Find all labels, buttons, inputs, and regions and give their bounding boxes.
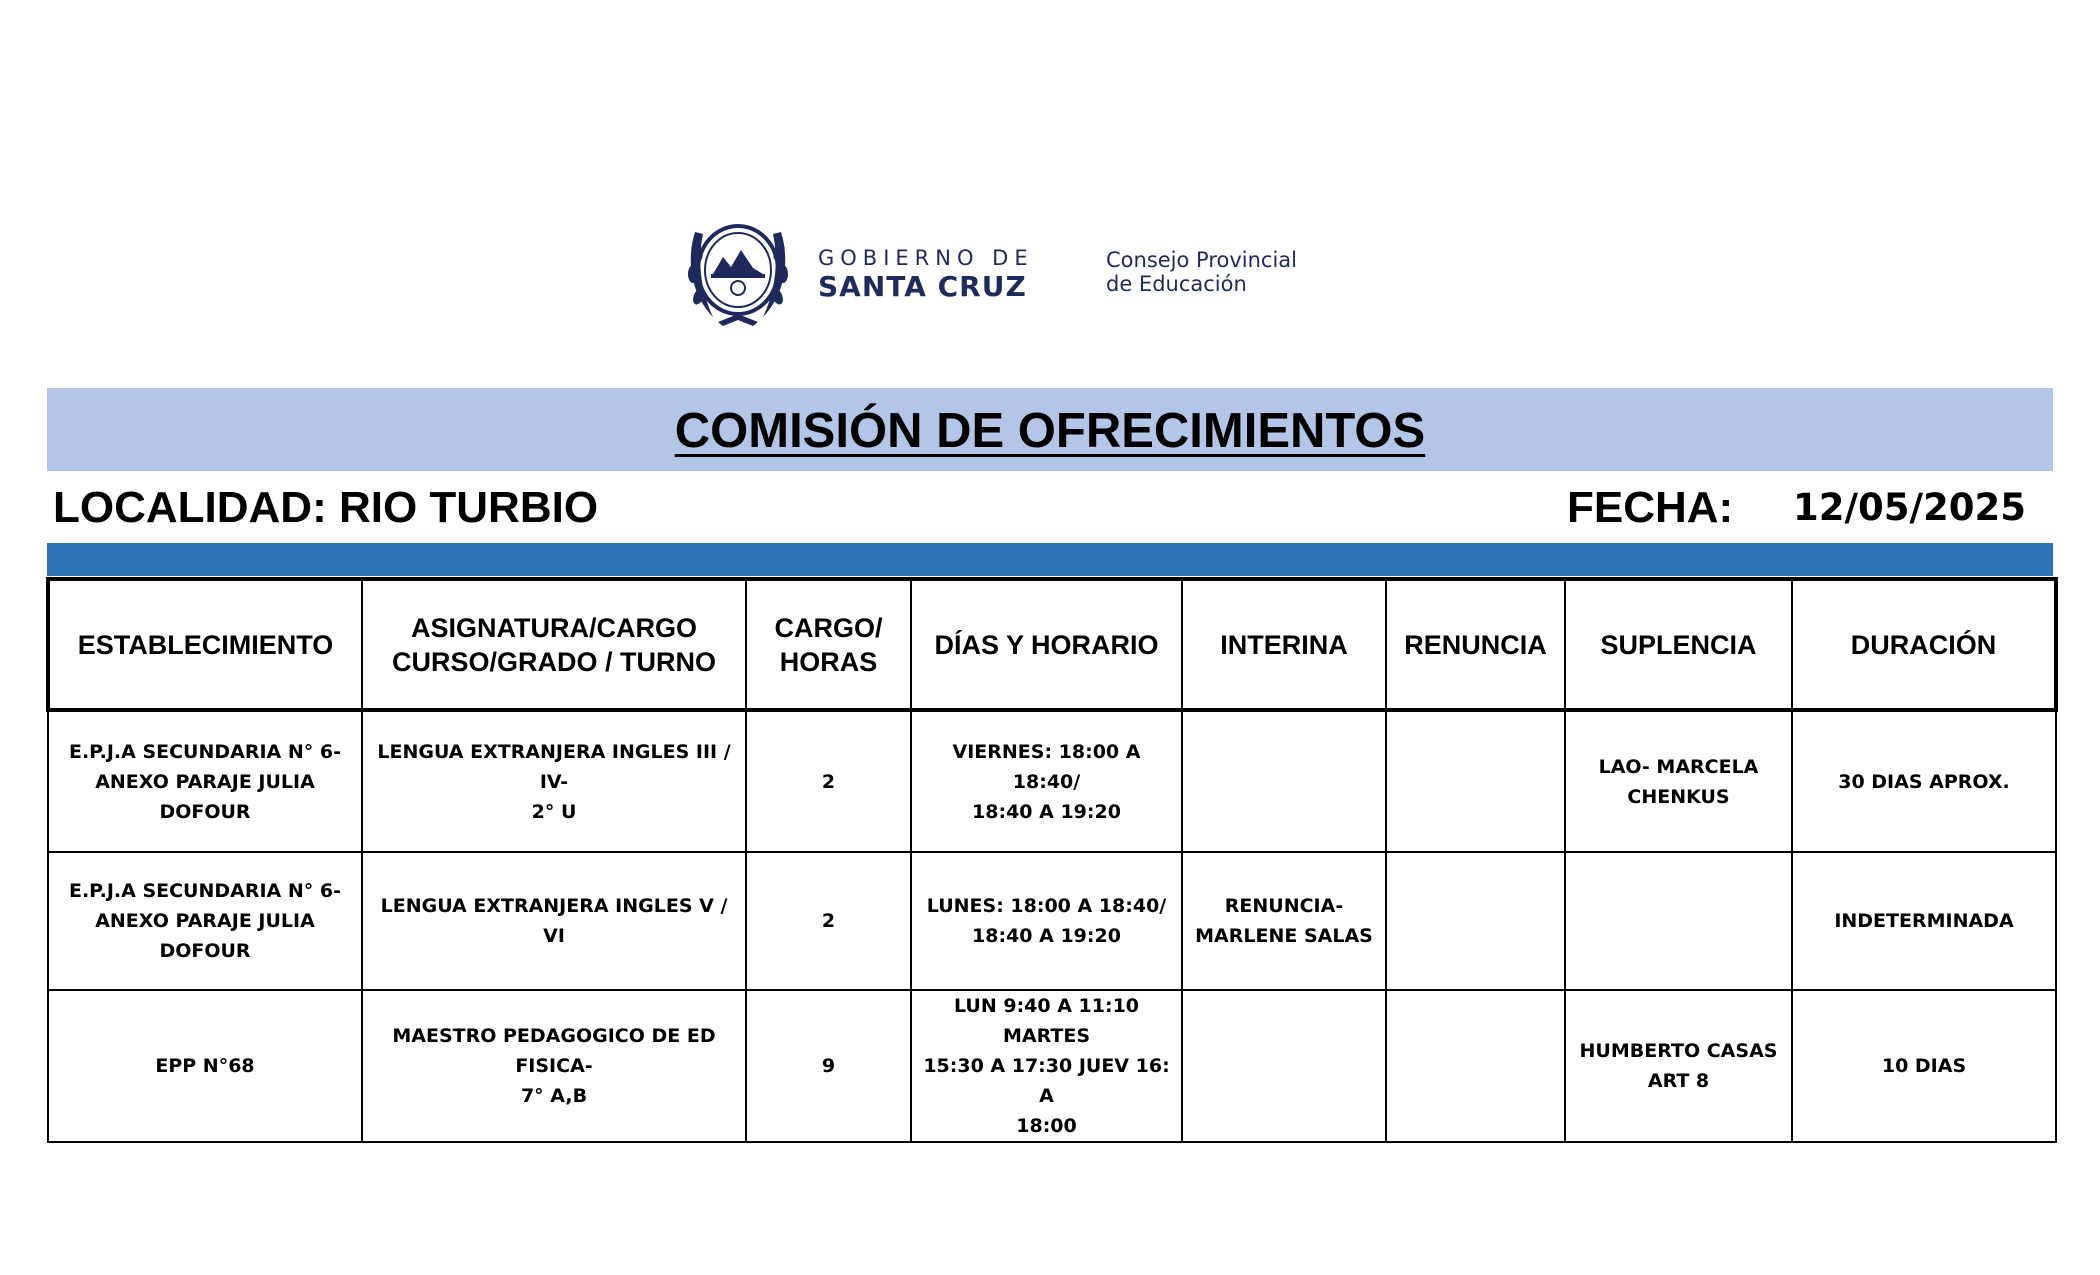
cell-line: CHENKUS bbox=[1627, 785, 1730, 808]
council-line-1: Consejo Provincial bbox=[1106, 248, 1298, 272]
logo-text-santa-cruz: SANTA CRUZ bbox=[818, 270, 1027, 303]
header-cargo-line1: CARGO/ bbox=[774, 612, 883, 643]
cell-line: LUNES: 18:00 A 18:40/ bbox=[926, 895, 1167, 917]
offers-table bbox=[46, 577, 2058, 1143]
cell-line: LUN 9:40 A 11:10 MARTES bbox=[953, 995, 1140, 1047]
header-asignatura bbox=[362, 579, 746, 710]
cell-dias bbox=[911, 710, 1182, 852]
header-cargo-line2: HORAS bbox=[779, 646, 878, 677]
cell-interina bbox=[1182, 852, 1386, 990]
table-row bbox=[48, 852, 2056, 990]
cell-interina bbox=[1182, 710, 1386, 852]
government-logo bbox=[683, 212, 1343, 332]
cell-duracion: 30 DIAS APROX. bbox=[1792, 710, 2056, 852]
council-line-2: de Educación bbox=[1106, 272, 1247, 296]
separator-bar bbox=[47, 543, 2053, 576]
cell-asignatura bbox=[362, 990, 746, 1142]
cell-establecimiento bbox=[48, 710, 362, 852]
cell-interina bbox=[1182, 990, 1386, 1142]
cell-suplencia bbox=[1565, 710, 1792, 852]
council-name bbox=[1106, 248, 1297, 296]
table-row bbox=[48, 990, 2056, 1142]
cell-suplencia bbox=[1565, 852, 1792, 990]
header-cargo bbox=[746, 579, 911, 710]
header-establecimiento: ESTABLECIMIENTO bbox=[48, 579, 362, 710]
cell-suplencia bbox=[1565, 990, 1792, 1142]
cell-line: LENGUA EXTRANJERA INGLES V / VI bbox=[380, 895, 728, 947]
cell-establecimiento bbox=[48, 852, 362, 990]
cell-line: LENGUA EXTRANJERA INGLES III / IV- bbox=[377, 740, 731, 793]
document-title: COMISIÓN DE OFRECIMIENTOS bbox=[674, 404, 1426, 458]
header-asignatura-line2: CURSO/GRADO / TURNO bbox=[392, 646, 716, 677]
cell-line: 18:40 A 19:20 bbox=[972, 925, 1121, 947]
cell-line: E.P.J.A SECUNDARIA N° 6- bbox=[68, 880, 341, 902]
fecha-value: 12/05/2025 bbox=[1793, 486, 2026, 529]
cell-renuncia bbox=[1386, 710, 1565, 852]
cell-dias bbox=[911, 852, 1182, 990]
header-renuncia: RENUNCIA bbox=[1386, 579, 1565, 710]
logo-text-gobierno: GOBIERNO DE bbox=[818, 246, 1034, 270]
cell-line: ANEXO PARAJE JULIA DOFOUR bbox=[95, 910, 315, 962]
header-suplencia: SUPLENCIA bbox=[1565, 579, 1792, 710]
cell-line: EPP N°68 bbox=[155, 1055, 255, 1077]
localidad-label: LOCALIDAD: RIO TURBIO bbox=[53, 483, 599, 532]
cell-duracion: 10 DIAS bbox=[1792, 990, 2056, 1142]
header-dias: DÍAS Y HORARIO bbox=[911, 579, 1182, 710]
table-row bbox=[48, 710, 2056, 852]
cell-line: 15:30 A 17:30 JUEV 16: A bbox=[923, 1055, 1170, 1107]
header-interina: INTERINA bbox=[1182, 579, 1386, 710]
cell-line: RENUNCIA- bbox=[1224, 895, 1344, 917]
cell-line: ANEXO PARAJE JULIA DOFOUR bbox=[95, 770, 315, 823]
cell-line: E.P.J.A SECUNDARIA N° 6- bbox=[68, 740, 341, 763]
cell-renuncia bbox=[1386, 990, 1565, 1142]
header-asignatura-line1: ASIGNATURA/CARGO bbox=[411, 612, 697, 643]
cell-duracion: INDETERMINADA bbox=[1792, 852, 2056, 990]
cell-line: ART 8 bbox=[1647, 1070, 1710, 1092]
cell-renuncia bbox=[1386, 852, 1565, 990]
cell-line: MAESTRO PEDAGOGICO DE ED FISICA- bbox=[392, 1025, 716, 1077]
title-band bbox=[47, 388, 2053, 471]
cell-line: MARLENE SALAS bbox=[1195, 925, 1373, 947]
cell-cargo: 9 bbox=[746, 990, 911, 1142]
cell-cargo: 2 bbox=[746, 710, 911, 852]
cell-asignatura bbox=[362, 852, 746, 990]
cell-cargo: 2 bbox=[746, 852, 911, 990]
fecha-label: FECHA: bbox=[1567, 483, 1734, 532]
cell-line: LAO- MARCELA bbox=[1598, 755, 1759, 778]
cell-dias bbox=[911, 990, 1182, 1142]
cell-line: HUMBERTO CASAS bbox=[1579, 1040, 1778, 1062]
cell-line: VIERNES: 18:00 A 18:40/ bbox=[952, 740, 1141, 793]
cell-asignatura bbox=[362, 710, 746, 852]
cell-line: 18:40 A 19:20 bbox=[972, 800, 1121, 823]
santa-cruz-seal-icon bbox=[683, 212, 793, 332]
table-header-row bbox=[48, 579, 2056, 710]
cell-line: 7° A,B bbox=[520, 1085, 588, 1107]
cell-line: 2° U bbox=[531, 800, 577, 823]
cell-establecimiento bbox=[48, 990, 362, 1142]
header-duracion: DURACIÓN bbox=[1792, 579, 2056, 710]
cell-line: 18:00 bbox=[1016, 1115, 1077, 1137]
